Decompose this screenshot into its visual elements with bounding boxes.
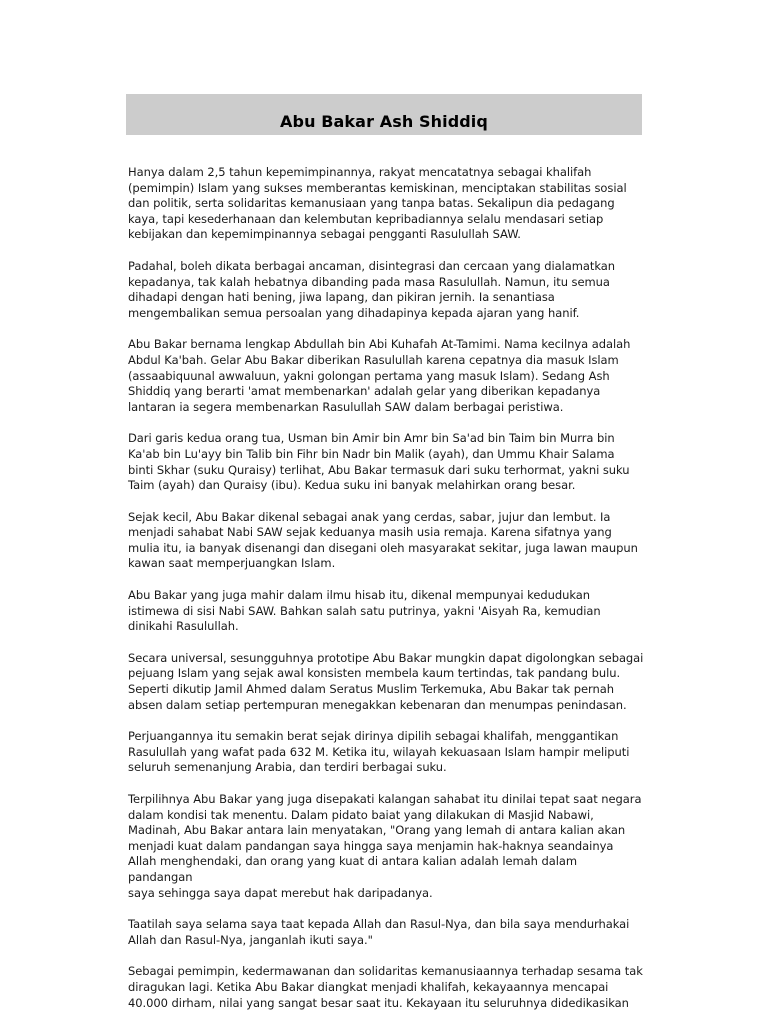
paragraph: Secara universal, sesungguhnya prototipe Abu Bakar mungkin dapat digolongkan sebagai pejuang Islam yang sejak awal konsisten membela kaum tertindas, tak pandang bulu. Seperti dikutip Jamil Ahmed dalam Seratus Muslim Terkemuka, Abu Bakar tak pernah absen dalam setiap pertempuran menegakkan kebenaran dan menumpas penindasan. xyxy=(128,650,644,712)
paragraph: Dari garis kedua orang tua, Usman bin Amir bin Amr bin Sa'ad bin Taim bin Murra bin Ka'ab bin Lu'ayy bin Talib bin Fihr bin Nadr bin Malik (ayah), dan Ummu Khair Salama binti Skhar (suku Quraisy) terlihat, Abu Bakar termasuk dari suku terhormat, yakni suku Taim (ayah) dan Quraisy (ibu). Kedua suku ini banyak melahirkan orang besar. xyxy=(128,431,630,493)
paragraph: Sejak kecil, Abu Bakar dikenal sebagai anak yang cerdas, sabar, jujur dan lembut. Ia menjadi sahabat Nabi SAW sejak keduanya masih usia remaja. Karena sifatnya yang mulia itu, ia banyak disenangi dan disegani oleh masyarakat sekitar, juga lawan maupun kawan saat memperjuangkan Islam. xyxy=(128,509,638,571)
paragraph: Perjuangannya itu semakin berat sejak dirinya dipilih sebagai khalifah, menggantikan Rasulullah yang wafat pada 632 M. Ketika itu, wilayah kekuasaan Islam hampir meliputi seluruh semenanjung Arabia, dan terdiri berbagai suku. xyxy=(128,729,630,775)
paragraph: Taatilah saya selama saya taat kepada Allah dan Rasul-Nya, dan bila saya mendurhakai Allah dan Rasul-Nya, janganlah ikuti saya." xyxy=(128,917,630,947)
paragraph: Abu Bakar yang juga mahir dalam ilmu hisab itu, dikenal mempunyai kedudukan istimewa di sisi Nabi SAW. Bahkan salah satu putrinya, yakni 'Aisyah Ra, kemudian dinikahi Rasulullah. xyxy=(128,588,601,634)
paragraph: Terpilihnya Abu Bakar yang juga disepakati kalangan sahabat itu dinilai tepat saat negara dalam kondisi tak menentu. Dalam pidato baiat yang dilakukan di Masjid Nabawi, Madinah, Abu Bakar antara lain menyatakan, "Orang yang lemah di antara kalian akan menjadi kuat dalam pandangan saya hingga saya menjamin hak-haknya seandainya Allah menghendaki, dan orang yang kuat di antara kalian adalah lemah dalam pandangan saya sehingga saya dapat merebut hak daripadanya. xyxy=(128,792,642,900)
paragraph: Sebagai pemimpin, kedermawanan dan solidaritas kemanusiaannya terhadap sesama tak diragukan lagi. Ketika Abu Bakar diangkat menjadi khalifah, kekayaannya mencapai 40.000 dirham, nilai yang sangat besar saat itu. Kekayaan itu seluruhnya didedikasikan xyxy=(128,964,643,1010)
paragraph: Padahal, boleh dikata berbagai ancaman, disintegrasi dan cercaan yang dialamatkan kepadanya, tak kalah hebatnya dibanding pada masa Rasulullah. Namun, itu semua dihadapi dengan hati bening, jiwa lapang, dan pikiran jernih. Ia senantiasa mengembalikan semua persoalan yang dihadapinya kepada ajaran yang hanif. xyxy=(128,258,615,320)
title-banner xyxy=(126,94,642,135)
paragraph: Abu Bakar bernama lengkap Abdullah bin Abi Kuhafah At-Tamimi. Nama kecilnya adalah Abdul Ka'bah. Gelar Abu Bakar diberikan Rasulullah karena cepatnya dia masuk Islam (assaabiquunal awwaluun, yakni golongan pertama yang masuk Islam). Sedang Ash Shiddiq yang berarti 'amat membenarkan' adalah gelar yang diberikan kepadanya lantaran ia segera membenarkan Rasulullah SAW dalam berbagai peristiwa. xyxy=(128,337,631,414)
article-body xyxy=(128,165,644,1024)
document-title: Abu Bakar Ash Shiddiq xyxy=(280,112,488,131)
paragraph: Hanya dalam 2,5 tahun kepemimpinannya, rakyat mencatatnya sebagai khalifah (pemimpin) Islam yang sukses memberantas kemiskinan, menciptakan stabilitas sosial dan politik, serta solidaritas kemanusiaan yang tanpa batas. Sekalipun dia pedagang kaya, tapi kesederhanaan dan kelembutan kepribadiannya selalu mendasari setiap kebijakan dan kepemimpinannya sebagai pengganti Rasulullah SAW. xyxy=(128,165,627,242)
